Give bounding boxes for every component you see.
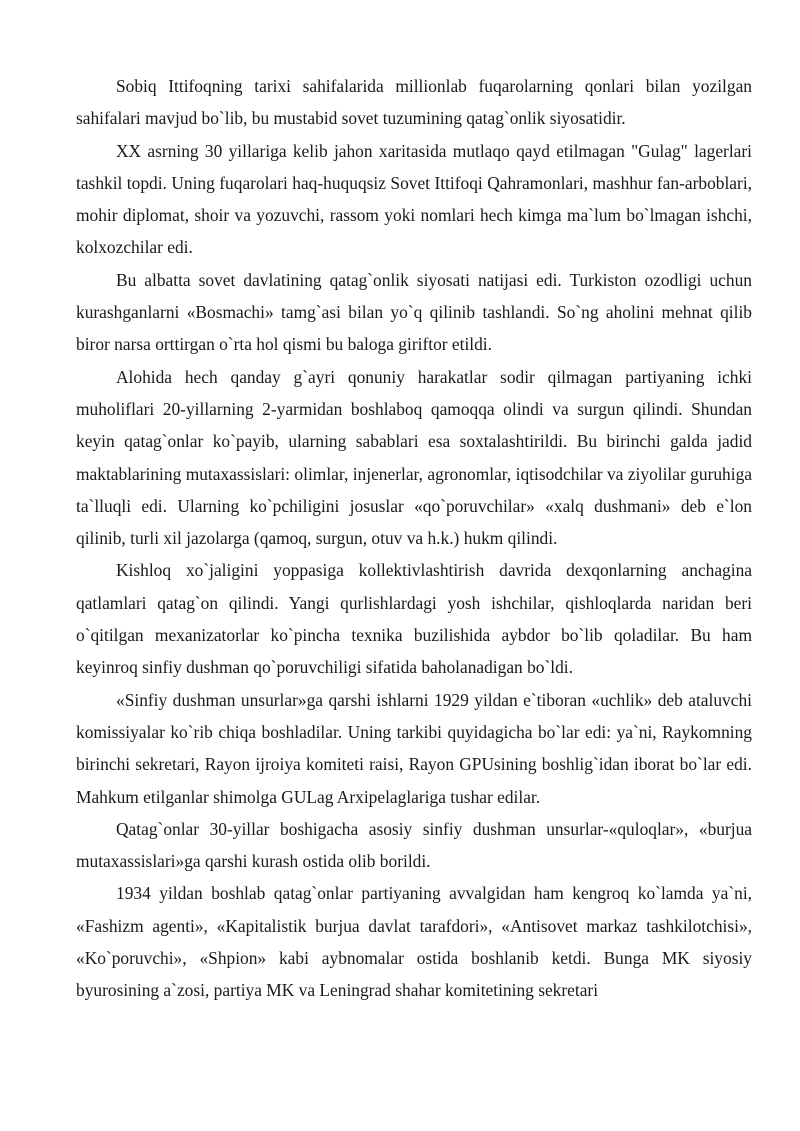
paragraph-1: Sobiq Ittifoqning tarixi sahifalarida millionlab fuqarolarning qonlari bilan yozilgan sahifalari mavjud bo`lib, bu mustabid sovet tuzumining qatag`onlik siyosatidir.	[76, 76, 752, 129]
paragraph-5: Kishloq xo`jaligini yoppasiga kollektivlashtirish davrida dexqonlarning anchagina qatlamlari qatag`on qilindi. Yangi qurlishlardagi yosh ishchilar, qishloqlarda naridan beri o`qitilgan mexanizatorlar ko`pincha texnika buzilishida aybdor bo`lib qoladilar. Bu ham keyinroq sinfiy dushman qo`poruvchiligi sifatida baholanadigan bo`ldi.	[76, 560, 752, 678]
paragraph-6: «Sinfiy dushman unsurlar»ga qarshi ishlarni 1929 yildan e`tiboran «uchlik» deb ataluvchi komissiyalar ko`rib chiqa boshladilar. Uning tarkibi quyidagicha bo`lar edi: ya`ni, Raykomning birinchi sekretari, Rayon ijroiya komiteti raisi, Rayon GPUsining boshlig`idan iborat bo`lar edi. Mahkum etilganlar shimolga GULag Arxipelaglariga tushar edilar.	[76, 689, 752, 807]
paragraph-3: Bu albatta sovet davlatining qatag`onlik siyosati natijasi edi. Turkiston ozodligi uchun kurashganlarni «Bosmachi» tamg`asi bilan yo`q qilinib tashlandi. So`ng aholini mehnat qilib biror narsa orttirgan o`rta hol qismi bu baloga giriftor etildi.	[76, 269, 752, 355]
paragraph-7: Qatag`onlar 30-yillar boshigacha asosiy sinfiy dushman unsurlar-«quloqlar», «burjua mutaxassislari»ga qarshi kurash ostida olib borildi.	[76, 818, 752, 872]
paragraph-2: XX asrning 30 yillariga kelib jahon xaritasida mutlaqo qayd etilmagan "Gulag" lagerlari tashkil topdi. Uning fuqarolari haq-huquqsiz Sovet Ittifoqi Qahramonlari, mashhur fan-arboblari, mohir diplomat, shoir va yozuvchi, rassom yoki nomlari hech kimga ma`lum bo`lmagan ishchi, kolxozchilar edi.	[76, 140, 752, 258]
paragraph-4: Alohida hech qanday g`ayri qonuniy harakatlar sodir qilmagan partiyaning ichki muholiflari 20-yillarning 2-yarmidan boshlaboq qamoqqa olindi va surgun qilindi. Shundan keyin qatag`onlar ko`payib, ularning sabablari esa soxtalashtirildi. Bu birinchi galda jadid maktablarining mutaxassislari: olimlar, injenerlar, agronomlar, iqtisodchilar va ziyolilar guruhiga ta`lluqli edi. Ularning ko`pchiligini josuslar «qo`poruvchilar» «xalq dushmani» deb e`lon qilinib, turli xil jazolarga (qamoq, surgun, otuv va h.k.) hukm qilindi.	[76, 366, 752, 549]
paragraph-8: 1934 yildan boshlab qatag`onlar partiyaning avvalgidan ham kengroq ko`lamda ya`ni, «Fashizm agenti», «Kapitalistik burjua davlat tarafdori», «Antisovet markaz tashkilotchisi», «Ko`poruvchi», «Shpion» kabi aybnomalar ostida boshlanib ketdi. Bunga MK siyosiy byurosining a`zosi, partiya MK va Leningrad shahar komitetining sekretari	[76, 883, 752, 1001]
document-body	[76, 70, 752, 1007]
